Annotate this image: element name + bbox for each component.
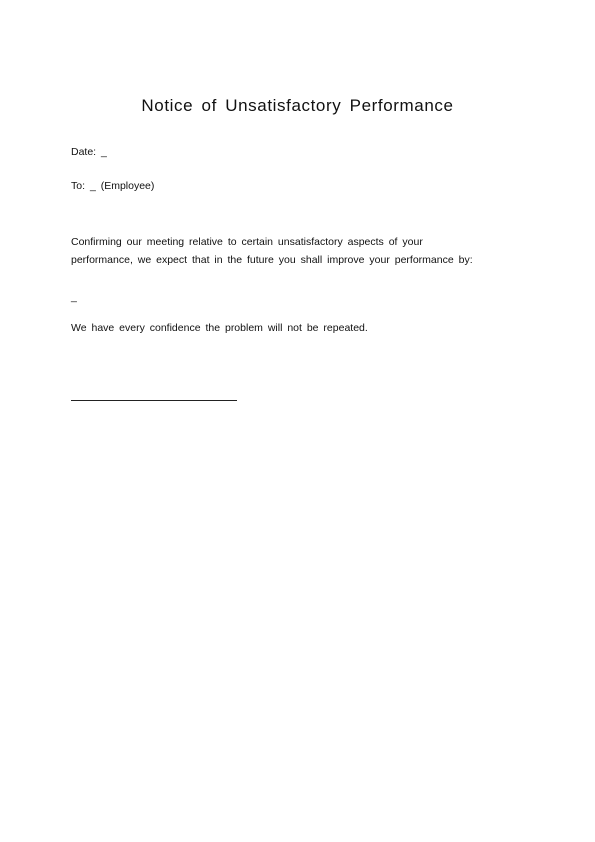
body-line: performance, we expect that in the future you shall improve your performance by: [71, 254, 473, 266]
document-title: Notice of Unsatisfactory Performance [141, 96, 454, 115]
date-line [71, 146, 107, 158]
signature-line [71, 400, 237, 401]
date-label: Date: [71, 146, 97, 158]
recipient-line [71, 180, 154, 192]
improvement-blank: _ [71, 291, 77, 303]
body-line: Confirming our meeting relative to certain unsatisfactory aspects of your [71, 236, 423, 248]
recipient-label: To: [71, 180, 86, 192]
closing-sentence: We have every confidence the problem will not be repeated. [71, 322, 368, 334]
date-value: _ [101, 146, 107, 158]
body-paragraph [71, 233, 531, 269]
recipient-value: _ (Employee) [89, 180, 155, 192]
